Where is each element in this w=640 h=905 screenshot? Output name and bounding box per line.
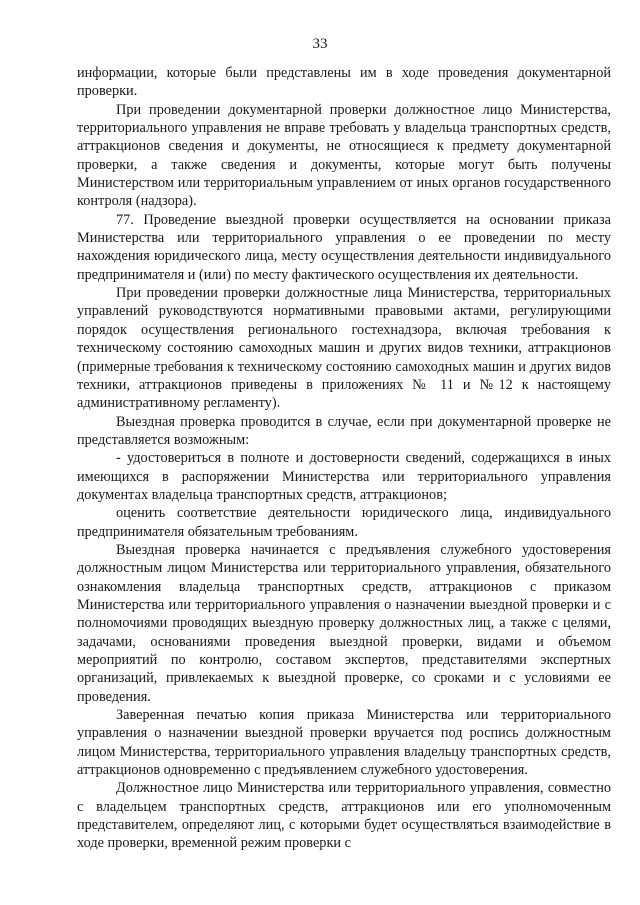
paragraph-field-check-conditions: Выездная проверка проводится в случае, если при документарной проверке не представляется возможным: bbox=[77, 413, 611, 448]
paragraph-field-check-start: Выездная проверка начинается с предъявления служебного удостоверения должностным лицом Министерства или территориального управления, обязательного ознакомления владельца транспортных средств, аттракционов с приказом Министерства или территориального управления о назначении выездной проверки и с полномочиями проводящих выездную проверку должностных лиц, а также с целями, задачами, основаниями проведения выездной проверки, видами и объемом мероприятий по контролю, составом экспертов, представителями экспертных организаций, привлекаемых к выездной проверке, со сроками и с условиями ее проведения. bbox=[77, 541, 611, 705]
paragraph-inspection-guidelines: При проведении проверки должностные лица Министерства, территориальных управлений руководствуются нормативными правовыми актами, регулирующими порядок осуществления регионального гостехнадзора, включая требования к техническому состоянию самоходных машин и других видов техники, аттракционов (примерные требования к техническому состоянию самоходных машин и других видов техники, аттракционов приведены в приложениях № 11 и №12 к настоящему административному регламенту). bbox=[77, 285, 611, 412]
page-number: 33 bbox=[312, 36, 328, 52]
paragraph-continuation: информации, которые были представлены им в ходе проведения документарной проверки. bbox=[77, 65, 611, 100]
paragraph-order-copy: Заверенная печатью копия приказа Министерства или территориального управления о назначении выездной проверки вручается под роспись должностным лицом Министерства, территориального управления владельцу транспортных средств, аттракционов одновременно с предъявлением служебного удостоверения. bbox=[77, 707, 611, 779]
paragraph-interaction-persons: Должностное лицо Министерства или территориального управления, совместно с владельцем транспортных средств, аттракционов или его уполномоченным представителем, определяют лиц, с которыми будет осуществляться взаимодействие в ходе проверки, временной режим проверки с bbox=[77, 780, 611, 852]
paragraph-condition-verify-data: - удостовериться в полноте и достоверности сведений, содержащихся в иных имеющихся в распоряжении Министерства или территориального управления документах владельца транспортных средств, аттракционов; bbox=[77, 450, 611, 503]
paragraph-condition-assess-compliance: оценить соответствие деятельности юридического лица, индивидуального предпринимателя обязательным требованиям. bbox=[77, 505, 611, 540]
paragraph-documentary-check-limits: При проведении документарной проверки должностное лицо Министерства, территориального управления не вправе требовать у владельца транспортных средств, аттракционов сведения и документы, не относящиеся к предмету документарной проверки, а также сведения и документы, которые могут быть получены Министерством или территориальным управлением от иных органов государственного контроля (надзора). bbox=[77, 101, 611, 210]
document-body bbox=[77, 64, 611, 853]
paragraph-item-77: 77. Проведение выездной проверки осуществляется на основании приказа Министерства или территориального управления о ее проведении по месту нахождения юридического лица, месту осуществления деятельности индивидуального предпринимателя и (или) по месту фактического осуществления их деятельности. bbox=[77, 211, 611, 283]
